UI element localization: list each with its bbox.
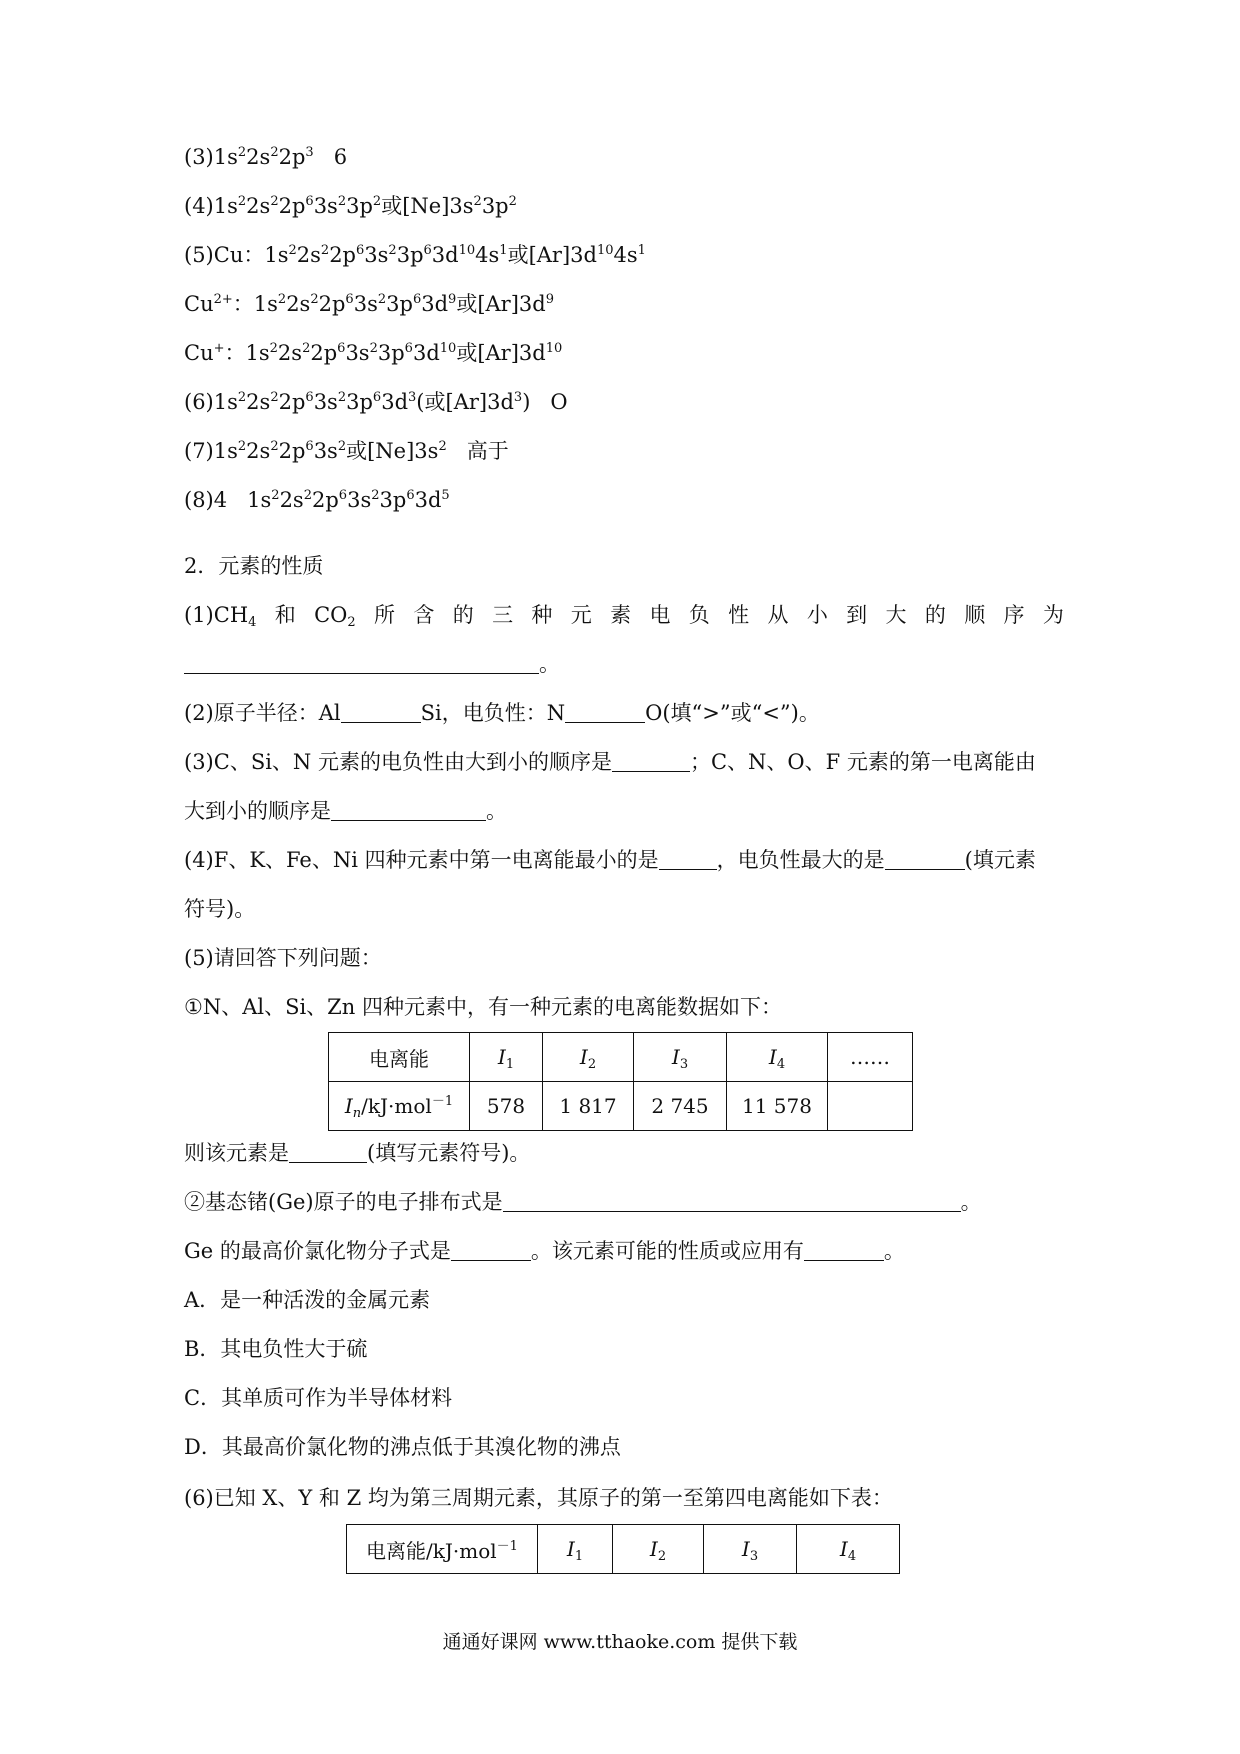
table-header-cell: …… (828, 1033, 913, 1082)
table-cell (828, 1082, 913, 1131)
option-d: D．其最高价氯化物的沸点低于其溴化物的沸点 (184, 1435, 621, 1459)
q1-token: 元 (570, 603, 592, 627)
table-header-cell: $I_4$ (727, 1033, 828, 1082)
question-5-heading: (5)请回答下列问题： (184, 946, 382, 970)
table-cell: 578 (470, 1082, 543, 1131)
q1-token: 从 (767, 603, 789, 627)
question-5-1: ①N、Al、Si、Zn 四种元素中，有一种元素的电离能数据如下： (184, 995, 782, 1019)
answer-5-cu: (5)Cu：$1s^22s^22p^63s^23p^63d^{10}4s^1$或$[Ar]3d^{10}4s^1$ (184, 243, 646, 267)
answer-3: $(3)1s^22s^22p^3$ 6 (184, 145, 348, 169)
table-cell: 1 817 (543, 1082, 634, 1131)
q1-token: 小 (806, 603, 828, 627)
answer-blank[interactable] (289, 1142, 367, 1163)
option-c: C．其单质可作为半导体材料 (184, 1386, 453, 1410)
table-header-cell: $I_1$ (538, 1525, 613, 1574)
table-row-label: $I_n/kJ\cdot mol^{-1}$ (329, 1082, 470, 1131)
section-heading: 2．元素的性质 (184, 554, 324, 578)
q1-token: 为 (1042, 603, 1064, 627)
q1-token: 序 (1003, 603, 1025, 627)
answer-blank[interactable] (885, 849, 965, 870)
answer-5-cu2plus: $Cu^{2+}$：$1s^22s^22p^63s^23p^63d^9$或$[Ar]3d^9$ (184, 292, 554, 316)
answer-blank[interactable] (503, 1191, 961, 1212)
table-header-cell: $I_2$ (613, 1525, 704, 1574)
ionization-table-2 (346, 1524, 900, 1574)
table-row (329, 1082, 913, 1131)
q1-token: $(1)CH_4$ (184, 603, 257, 630)
option-b: B．其电负性大于硫 (184, 1337, 368, 1361)
question-3-cont: 大到小的顺序是 。 (184, 799, 507, 823)
q1-token: 的 (924, 603, 946, 627)
question-6: (6)已知 X、Y 和 Z 均为第三周期元素，其原子的第一至第四电离能如下表： (184, 1486, 893, 1510)
answer-blank[interactable] (341, 702, 421, 723)
option-a: A．是一种活泼的金属元素 (184, 1288, 431, 1312)
table-header-cell: $I_3$ (704, 1525, 797, 1574)
answer-blank[interactable] (184, 653, 539, 674)
answer-blank[interactable] (659, 849, 717, 870)
table-header-row (329, 1033, 913, 1082)
table-header-cell: 电离能 (329, 1033, 470, 1082)
answer-7: $(7)1s^22s^22p^63s^2$或$[Ne]3s^2$ 高于 (184, 439, 509, 463)
q1-token: $CO_2$ (314, 603, 356, 630)
q1-token: 所 (374, 603, 396, 627)
q1-token: 负 (688, 603, 710, 627)
table-header-cell: $I_4$ (797, 1525, 900, 1574)
q1-token: 的 (452, 603, 474, 627)
question-1-blank-line: 。 (184, 649, 560, 679)
q1-token: 电 (649, 603, 671, 627)
question-5-1-answer: 则该元素是 (填写元素符号)。 (184, 1141, 531, 1165)
answer-4: $(4)1s^22s^22p^63s^23p^2$或$[Ne]3s^23p^2$ (184, 194, 517, 218)
q1-token: 和 (274, 603, 296, 627)
table-header-cell: $I_1$ (470, 1033, 543, 1082)
table-header-cell: 电离能/kJ·mol$^{-1}$ (347, 1525, 538, 1574)
q1-token: 素 (610, 603, 632, 627)
answer-blank[interactable] (804, 1240, 884, 1261)
answer-8: (8)4 $1s^22s^22p^63s^23p^63d^5$ (184, 488, 450, 512)
q1-token: 到 (846, 603, 868, 627)
table-header-row (347, 1525, 900, 1574)
question-4: (4)F、K、Fe、Ni 四种元素中第一电离能最小的是 ，电负性最大的是 (填元素 (184, 848, 1036, 872)
answer-6: $(6)1s^22s^22p^63s^23p^63d^3$(或$[Ar]3d^3$) O (184, 390, 568, 414)
ionization-table-1 (328, 1032, 913, 1131)
question-2: (2)原子半径：Al Si，电负性：N O(填“>”或“<”)。 (184, 701, 820, 725)
question-1 (184, 600, 1064, 630)
table-header-cell: $I_3$ (634, 1033, 727, 1082)
q1-token: 性 (728, 603, 750, 627)
q1-token: 含 (413, 603, 435, 627)
answer-blank[interactable] (565, 702, 645, 723)
question-5-3: Ge 的最高价氯化物分子式是 。该元素可能的性质或应用有 。 (184, 1239, 905, 1263)
q1-token: 顺 (964, 603, 986, 627)
page-footer: 通通好课网 www.tthaoke.com 提供下载 (442, 1631, 798, 1653)
table-cell: 2 745 (634, 1082, 727, 1131)
q1-token: 大 (885, 603, 907, 627)
answer-blank[interactable] (612, 751, 690, 772)
answer-5-cuplus: Cu+：$1s^22s^22p^63s^23p^63d^{10}$或$[Ar]3d^{10}$ (184, 341, 563, 365)
question-3: (3)C、Si、N 元素的电负性由大到小的顺序是 ；C、N、O、F 元素的第一电离能由 (184, 750, 1036, 774)
question-5-2: ②基态锗(Ge)原子的电子排布式是 。 (184, 1190, 982, 1214)
question-4-cont: 符号)。 (184, 897, 256, 921)
q1-token: 三 (492, 603, 514, 627)
table-cell: 11 578 (727, 1082, 828, 1131)
answer-blank[interactable] (451, 1240, 531, 1261)
q1-token: 种 (531, 603, 553, 627)
answer-blank[interactable] (331, 800, 486, 821)
table-header-cell: $I_2$ (543, 1033, 634, 1082)
